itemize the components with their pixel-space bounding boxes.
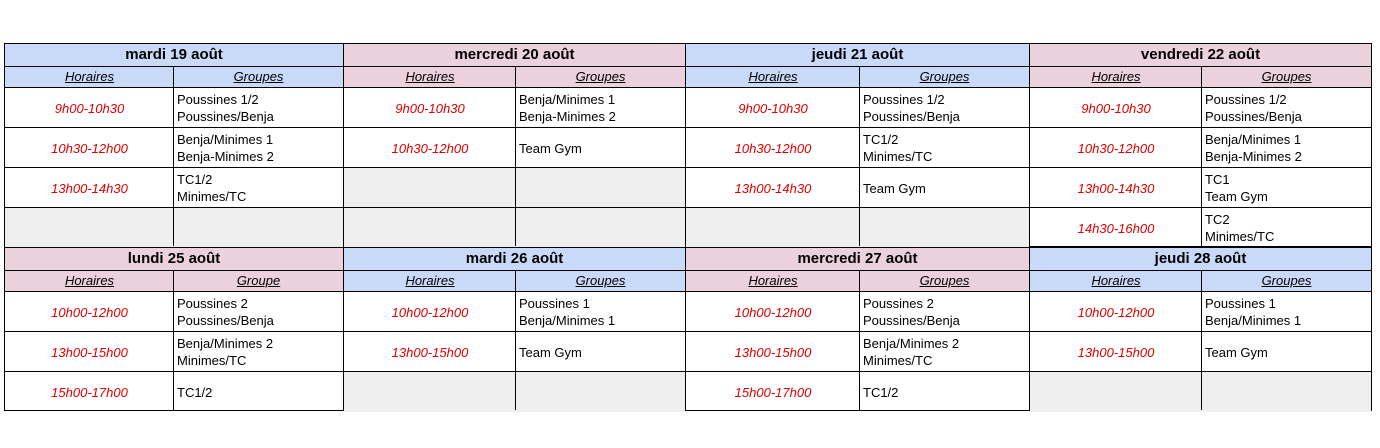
header-horaires: Horaires xyxy=(748,69,798,84)
groups-cell xyxy=(516,208,685,248)
day-title: lundi 25 août xyxy=(5,248,343,271)
group-name: Poussines 2 xyxy=(863,296,934,311)
time-cell: 10h30-12h00 xyxy=(51,140,128,156)
group-name: Benja/Minimes 1 xyxy=(177,132,274,147)
header-groupes: Groupes xyxy=(575,69,626,84)
groups-cell xyxy=(516,332,685,372)
group-name: Team Gym xyxy=(519,140,582,156)
day-title: jeudi 21 août xyxy=(686,44,1029,67)
groups-cell xyxy=(1202,332,1371,372)
table-row xyxy=(5,128,343,168)
group-name: Benja/Minimes 2 xyxy=(863,336,960,351)
column-headers xyxy=(5,271,343,292)
group-name: Team Gym xyxy=(863,180,926,196)
time-cell: 10h30-12h00 xyxy=(391,140,469,156)
groups-cell xyxy=(516,128,685,168)
groups-cell xyxy=(174,332,343,372)
group-name: TC1/2 xyxy=(177,384,213,400)
column-divider xyxy=(1201,271,1202,410)
group-name: Poussines/Benja xyxy=(1205,109,1302,124)
day-title: mercredi 20 août xyxy=(344,44,685,67)
group-name: Benja/Minimes 1 xyxy=(519,92,616,107)
table-row xyxy=(5,332,343,372)
row-divider xyxy=(686,127,1029,128)
groups-cell xyxy=(1202,128,1371,168)
header-groupes: Groupes xyxy=(919,69,970,84)
table-row xyxy=(686,292,1029,332)
group-name: Poussines 1 xyxy=(1205,296,1276,311)
header-horaires: Horaires xyxy=(748,273,798,288)
column-divider xyxy=(173,271,174,410)
table-row xyxy=(5,88,343,128)
day-title: mardi 26 août xyxy=(344,248,685,271)
time-cell: 15h00-17h00 xyxy=(51,384,128,400)
row-divider xyxy=(5,167,343,168)
row-divider xyxy=(686,371,1029,372)
groups-cell xyxy=(174,372,343,412)
header-horaires: Horaires xyxy=(1091,273,1141,288)
group-name: Minimes/TC xyxy=(177,353,247,368)
group-name: Poussines 2 xyxy=(177,296,248,311)
group-name: TC1/2 xyxy=(863,384,899,400)
header-horaires: Horaires xyxy=(64,273,115,288)
time-cell: 13h00-15h00 xyxy=(391,344,469,360)
group-name: Team Gym xyxy=(1205,189,1268,204)
groups-cell xyxy=(516,168,685,208)
column-headers xyxy=(5,67,343,88)
header-groupes: Groupes xyxy=(919,273,970,288)
time-cell: 9h00-10h30 xyxy=(395,100,465,116)
time-cell: 9h00-10h30 xyxy=(54,100,125,116)
time-cell: 13h00-15h00 xyxy=(51,344,128,360)
group-name: Benja-Minimes 2 xyxy=(519,109,616,124)
schedule-table xyxy=(4,43,1371,411)
row-divider xyxy=(686,167,1029,168)
group-name: Benja/Minimes 2 xyxy=(177,336,274,351)
time-cell: 10h00-12h00 xyxy=(734,304,812,320)
header-horaires: Horaires xyxy=(405,69,455,84)
group-name: Poussines 1/2 xyxy=(1205,92,1287,107)
column-divider xyxy=(173,67,174,246)
day-block xyxy=(4,247,344,411)
groups-cell xyxy=(860,208,1029,248)
groups-cell xyxy=(174,168,343,208)
row-divider xyxy=(5,127,343,128)
row-divider xyxy=(686,207,1029,208)
column-divider xyxy=(859,271,860,410)
day-title: mardi 19 août xyxy=(5,44,343,67)
time-cell xyxy=(344,208,516,248)
day-title: vendredi 22 août xyxy=(1030,44,1371,67)
time-cell: 13h00-14h30 xyxy=(734,180,812,196)
groups-cell xyxy=(860,168,1029,208)
group-name: Benja-Minimes 2 xyxy=(177,149,274,164)
group-name: Poussines/Benja xyxy=(177,109,274,124)
row-divider xyxy=(5,207,343,208)
table-row xyxy=(686,128,1029,168)
day-block xyxy=(343,43,686,247)
groups-cell xyxy=(860,332,1029,372)
table-row xyxy=(686,88,1029,128)
column-divider xyxy=(1201,67,1202,246)
group-name: Benja/Minimes 1 xyxy=(519,313,616,328)
header-horaires: Horaires xyxy=(64,69,115,84)
group-name: Team Gym xyxy=(519,344,582,360)
table-row xyxy=(686,208,1029,248)
groups-cell xyxy=(1202,88,1371,128)
time-cell: 10h00-12h00 xyxy=(51,304,128,320)
group-name: Minimes/TC xyxy=(863,149,933,164)
header-groupes: Groupes xyxy=(1261,273,1312,288)
day-block xyxy=(685,247,1030,411)
groups-cell xyxy=(516,292,685,332)
header-groupes: Groupes xyxy=(1261,69,1312,84)
group-name: Poussines/Benja xyxy=(863,109,960,124)
day-block xyxy=(4,43,344,247)
group-name: TC1 xyxy=(1205,172,1230,187)
time-cell xyxy=(5,208,174,248)
groups-cell xyxy=(174,208,343,248)
groups-cell xyxy=(516,372,685,412)
groups-cell xyxy=(1202,168,1371,208)
table-row xyxy=(5,208,343,248)
column-divider xyxy=(859,67,860,246)
table-row xyxy=(686,372,1029,412)
time-cell: 13h00-14h30 xyxy=(1077,180,1155,196)
table-row xyxy=(686,332,1029,372)
day-block xyxy=(685,43,1030,247)
groups-cell xyxy=(860,372,1029,412)
group-name: TC1/2 xyxy=(863,132,899,147)
groups-cell xyxy=(860,292,1029,332)
header-groupes: Groupes xyxy=(575,273,626,288)
group-name: Poussines 1 xyxy=(519,296,590,311)
group-name: Minimes/TC xyxy=(1205,229,1275,244)
groups-cell xyxy=(1202,372,1371,412)
group-name: Poussines 1/2 xyxy=(863,92,945,107)
time-cell xyxy=(686,208,860,248)
time-cell xyxy=(344,168,516,208)
column-divider xyxy=(515,271,516,410)
table-row xyxy=(686,168,1029,208)
time-cell: 10h30-12h00 xyxy=(734,140,812,156)
time-cell: 13h00-14h30 xyxy=(51,180,128,196)
group-name: Minimes/TC xyxy=(863,353,933,368)
time-cell: 9h00-10h30 xyxy=(1081,100,1151,116)
row-divider xyxy=(5,371,343,372)
table-row xyxy=(5,168,343,208)
header-horaires: Horaires xyxy=(1091,69,1141,84)
time-cell xyxy=(1030,372,1202,412)
time-cell: 14h30-16h00 xyxy=(1077,220,1155,236)
groups-cell xyxy=(174,88,343,128)
group-name: Poussines/Benja xyxy=(177,313,274,328)
group-name: TC1/2 xyxy=(177,172,213,187)
header-groupes: Groupe xyxy=(236,273,281,288)
day-title: jeudi 28 août xyxy=(1030,248,1371,271)
group-name: Benja/Minimes 1 xyxy=(1205,313,1302,328)
column-divider xyxy=(515,67,516,246)
time-cell: 10h30-12h00 xyxy=(1077,140,1155,156)
header-horaires: Horaires xyxy=(405,273,455,288)
time-cell: 9h00-10h30 xyxy=(738,100,808,116)
groups-cell xyxy=(860,128,1029,168)
groups-cell xyxy=(174,128,343,168)
row-divider xyxy=(5,331,343,332)
group-name: Benja-Minimes 2 xyxy=(1205,149,1302,164)
group-name: Poussines/Benja xyxy=(863,313,960,328)
groups-cell xyxy=(1202,208,1371,248)
time-cell: 13h00-15h00 xyxy=(734,344,812,360)
day-block xyxy=(1029,43,1372,247)
groups-cell xyxy=(174,292,343,332)
column-headers xyxy=(686,271,1029,292)
table-row xyxy=(5,372,343,412)
time-cell: 10h00-12h00 xyxy=(391,304,469,320)
group-name: Benja/Minimes 1 xyxy=(1205,132,1302,147)
time-cell: 10h00-12h00 xyxy=(1077,304,1155,320)
day-block xyxy=(343,247,686,411)
row-divider xyxy=(686,331,1029,332)
time-cell: 15h00-17h00 xyxy=(734,384,812,400)
time-cell: 13h00-15h00 xyxy=(1077,344,1155,360)
time-cell xyxy=(344,372,516,412)
group-name: Poussines 1/2 xyxy=(177,92,259,107)
table-row xyxy=(5,292,343,332)
column-headers xyxy=(686,67,1029,88)
header-groupes: Groupes xyxy=(233,69,284,84)
group-name: Minimes/TC xyxy=(177,189,247,204)
groups-cell xyxy=(860,88,1029,128)
day-title: mercredi 27 août xyxy=(686,248,1029,271)
group-name: Team Gym xyxy=(1205,344,1268,360)
group-name: TC2 xyxy=(1205,212,1230,227)
day-block xyxy=(1029,247,1372,411)
groups-cell xyxy=(1202,292,1371,332)
groups-cell xyxy=(516,88,685,128)
